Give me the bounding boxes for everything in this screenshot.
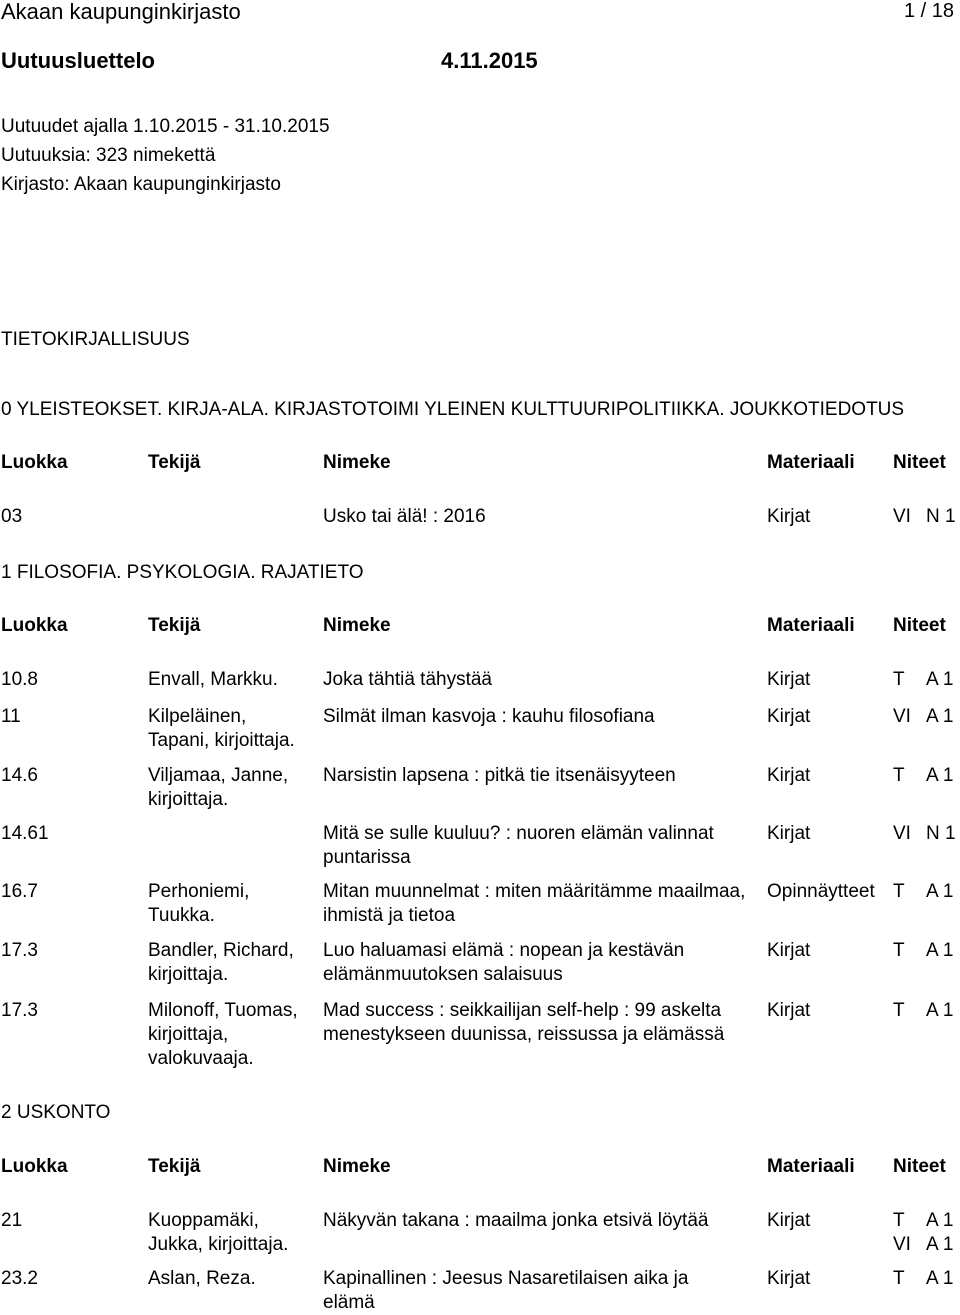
cell-materiaali: Kirjat — [767, 1000, 811, 1021]
column-header-luokka: Luokka — [1, 452, 68, 473]
info-period: Uutuudet ajalla 1.10.2015 - 31.10.2015 — [1, 116, 330, 137]
cell-materiaali: Kirjat — [767, 669, 811, 690]
info-library: Kirjasto: Akaan kaupunginkirjasto — [1, 174, 281, 195]
cell-nimeke: Usko tai älä! : 2016 — [323, 506, 486, 527]
cell-materiaali: Kirjat — [767, 940, 811, 961]
cell-nimeke: Joka tähtiä tähystää — [323, 669, 492, 690]
column-header-nimeke: Nimeke — [323, 1156, 391, 1177]
cell-luokka: 17.3 — [1, 1000, 38, 1021]
cell-niteet-type: VI — [893, 506, 911, 527]
cell-niteet-count: A 1 — [926, 881, 954, 902]
cell-niteet-count: A 1 — [926, 940, 954, 961]
cell-materiaali: Kirjat — [767, 506, 811, 527]
cell-luokka: 14.6 — [1, 765, 38, 786]
column-header-tekija: Tekijä — [148, 452, 201, 473]
cell-luokka: 17.3 — [1, 940, 38, 961]
cell-niteet-type: T — [893, 1000, 905, 1021]
document-title: Uutuusluettelo — [1, 48, 155, 73]
cell-luokka: 03 — [1, 506, 23, 527]
category-heading: TIETOKIRJALLISUUS — [1, 329, 190, 350]
cell-nimeke: Kapinallinen : Jeesus Nasaretilaisen aika ja elämä — [323, 1268, 689, 1313]
cell-nimeke: Mitä se sulle kuuluu? : nuoren elämän valinnat puntarissa — [323, 823, 714, 868]
column-header-tekija: Tekijä — [148, 1156, 201, 1177]
cell-nimeke: Narsistin lapsena : pitkä tie itsenäisyyteen — [323, 765, 676, 786]
cell-nimeke: Luo haluamasi elämä : nopean ja kestävän elämänmuutoksen salaisuus — [323, 940, 685, 985]
cell-tekija: Kilpeläinen, Tapani, kirjoittaja. — [148, 706, 295, 751]
section-title: 0 YLEISTEOKSET. KIRJA-ALA. KIRJASTOTOIMI YLEINEN KULTTUURIPOLITIIKKA. JOUKKOTIEDOTUS — [1, 399, 905, 420]
cell-niteet-type: VI — [893, 1234, 911, 1255]
section-title: 1 FILOSOFIA. PSYKOLOGIA. RAJATIETO — [1, 562, 364, 583]
cell-nimeke: Mitan muunnelmat : miten määritämme maailmaa, ihmistä ja tietoa — [323, 881, 746, 926]
cell-luokka: 11 — [1, 706, 21, 727]
cell-materiaali: Kirjat — [767, 765, 811, 786]
section-title: 2 USKONTO — [1, 1102, 111, 1123]
cell-niteet-type: T — [893, 1210, 905, 1231]
document-date: 4.11.2015 — [441, 48, 538, 73]
column-header-materiaali: Materiaali — [767, 1156, 855, 1177]
library-name: Akaan kaupunginkirjasto — [1, 0, 241, 24]
cell-materiaali: Kirjat — [767, 706, 811, 727]
cell-nimeke: Silmät ilman kasvoja : kauhu filosofiana — [323, 706, 655, 727]
cell-tekija: Bandler, Richard, kirjoittaja. — [148, 940, 294, 985]
cell-niteet-count: A 1 — [926, 1234, 954, 1255]
cell-niteet-count: A 1 — [926, 706, 954, 727]
cell-materiaali: Kirjat — [767, 823, 811, 844]
cell-nimeke: Mad success : seikkailijan self-help : 99 askelta menestykseen duunissa, reissussa ja elämässä — [323, 1000, 725, 1045]
cell-materiaali: Opinnäytteet — [767, 881, 875, 902]
column-header-nimeke: Nimeke — [323, 452, 391, 473]
column-header-tekija: Tekijä — [148, 615, 201, 636]
info-count: Uutuuksia: 323 nimekettä — [1, 145, 216, 166]
cell-niteet-type: T — [893, 765, 905, 786]
cell-niteet-count: A 1 — [926, 1000, 954, 1021]
cell-luokka: 16.7 — [1, 881, 38, 902]
cell-niteet-type: T — [893, 881, 905, 902]
page-number: 1 / 18 — [903, 0, 954, 22]
cell-materiaali: Kirjat — [767, 1210, 811, 1231]
cell-niteet-type: VI — [893, 823, 911, 844]
cell-niteet-count: A 1 — [926, 765, 954, 786]
column-header-materiaali: Materiaali — [767, 615, 855, 636]
cell-tekija: Perhoniemi, Tuukka. — [148, 881, 250, 926]
cell-nimeke: Näkyvän takana : maailma jonka etsivä löytää — [323, 1210, 709, 1231]
cell-luokka: 14.61 — [1, 823, 49, 844]
cell-niteet-count: A 1 — [926, 1268, 954, 1289]
cell-niteet-count: N 1 — [926, 506, 956, 527]
cell-niteet-count: A 1 — [926, 669, 954, 690]
column-header-niteet: Niteet — [893, 615, 946, 636]
column-header-niteet: Niteet — [893, 452, 946, 473]
column-header-luokka: Luokka — [1, 615, 68, 636]
cell-luokka: 21 — [1, 1210, 23, 1231]
column-header-niteet: Niteet — [893, 1156, 946, 1177]
cell-luokka: 23.2 — [1, 1268, 38, 1289]
cell-luokka: 10.8 — [1, 669, 38, 690]
cell-tekija: Milonoff, Tuomas, kirjoittaja, valokuvaaja. — [148, 1000, 298, 1069]
cell-niteet-type: T — [893, 940, 905, 961]
cell-niteet-type: T — [893, 669, 905, 690]
cell-niteet-count: N 1 — [926, 823, 956, 844]
column-header-materiaali: Materiaali — [767, 452, 855, 473]
column-header-luokka: Luokka — [1, 1156, 68, 1177]
cell-niteet-type: T — [893, 1268, 905, 1289]
column-header-nimeke: Nimeke — [323, 615, 391, 636]
cell-niteet-type: VI — [893, 706, 911, 727]
cell-tekija: Envall, Markku. — [148, 669, 278, 690]
cell-niteet-count: A 1 — [926, 1210, 954, 1231]
cell-tekija: Kuoppamäki, Jukka, kirjoittaja. — [148, 1210, 289, 1255]
cell-materiaali: Kirjat — [767, 1268, 811, 1289]
cell-tekija: Aslan, Reza. — [148, 1268, 256, 1289]
cell-tekija: Viljamaa, Janne, kirjoittaja. — [148, 765, 289, 810]
